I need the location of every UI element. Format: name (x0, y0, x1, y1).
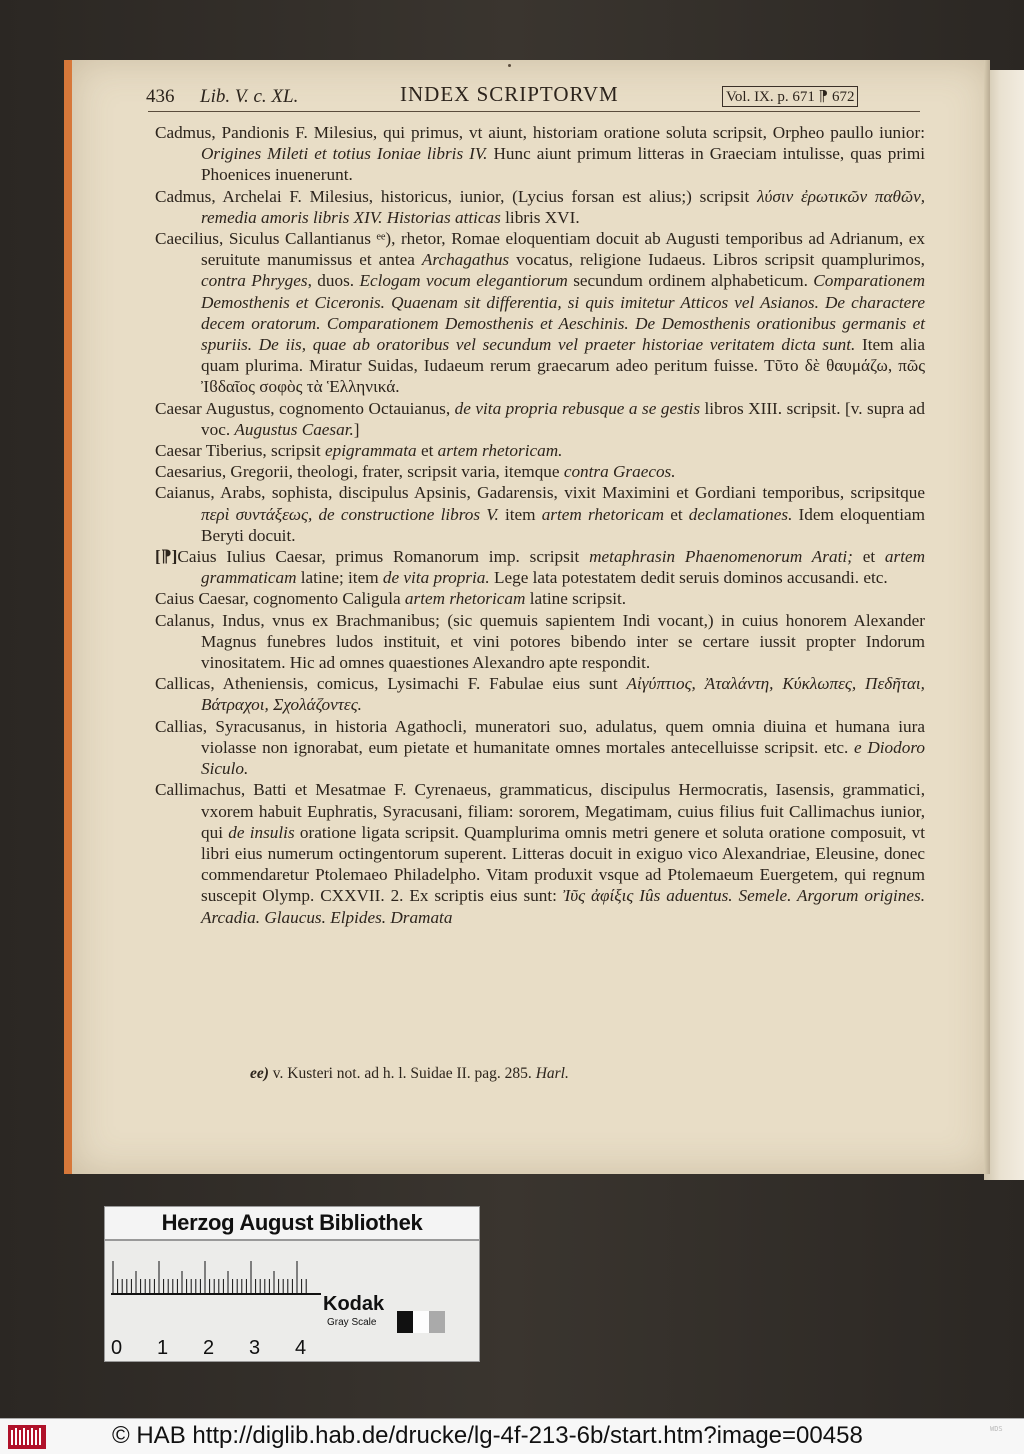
page-number: 436 (146, 86, 175, 107)
entry-italic-text: metaphrasin Phaenomenorum Arati; (589, 547, 853, 567)
ruler-number-2: 2 (203, 1337, 215, 1359)
running-title: INDEX SCRIPTORVM (400, 82, 619, 106)
ruler (111, 1259, 321, 1295)
entry-italic-text: e Diodoro Siculo. (201, 737, 925, 779)
entry-text: Lege lata potestatem dedit seruis dominos accusandi. etc. (489, 568, 888, 588)
running-head (146, 82, 855, 110)
footnote-text: v. Kusteri not. ad h. l. Suidae II. pag. 285. (272, 1065, 532, 1082)
entry-italic-text: de insulis (228, 822, 295, 842)
index-entry (155, 228, 925, 398)
hab-logo-icon (8, 1425, 46, 1449)
entry-text: Hunc aiunt primum litteras in Graeciam intulisse, quas primi Phoenices inuenerunt. (201, 144, 925, 185)
volume-reference: Vol. IX. p. 671 ⁋ 672 (722, 86, 858, 107)
index-entry (155, 440, 925, 461)
entry-italic-text: artem grammaticam (201, 547, 926, 588)
entry-italic-text: artem rhetoricam. (437, 441, 563, 461)
entry-text: , duos. (307, 271, 360, 291)
index-entry (155, 610, 925, 674)
entry-italic-text: Comparationem Demosthenis et Ciceronis. Quaenam sit differentia, si quis imitetur Atticos vel Asianos. De charactere decem oratorum. Comparationem Demosthenis et Aeschinis. De Demosthenis orationibus germanis et spuriis. De iis, quae ab oratoribus vel secundum vel praeter historiae veritatem dicta sunt. (201, 271, 925, 355)
entry-text: Cadmus, Pandionis F. Milesius, qui primus, vt aiunt, historiam oratione soluta scripsit, Orpheo paullo iunior: (155, 123, 925, 142)
entry-text: et (664, 504, 689, 524)
credit-text: © HAB http://diglib.hab.de/drucke/lg-4f-213-6b/start.htm?image=00458 (112, 1422, 863, 1449)
entry-marker: [⁋] (155, 547, 178, 567)
entry-text: Calanus, Indus, vnus ex Brachmanibus; (sic quemuis sapientem Indi vocant,) in cuius honorem Alexander Magnus funebres ludos instituit, et vini potores bibendo inter se certare iussit propter Indorum vinositatem. Hic ad omnes quaestiones Alexandro apte respondit. (155, 610, 925, 673)
index-entry (155, 461, 925, 482)
entry-text: libros XIII. scripsit. [v. supra ad voc. (201, 398, 925, 439)
entry-italic-text: Archagathus (421, 250, 510, 270)
index-entry (155, 716, 925, 780)
entry-text: libris XVI. (500, 207, 580, 227)
index-entry (155, 186, 925, 228)
entry-italic-text: Ἰῦς ἀφίξις Iûs aduentus. Semele. Argorum origines. Arcadia. Glaucus. Elpides. Dramata (201, 886, 926, 927)
entry-text: secundum ordinem alphabeticum. (567, 271, 814, 291)
index-entry (155, 673, 925, 715)
entry-italic-text: περὶ συντάξεως, de constructione libros V. (201, 504, 499, 524)
entry-text: Callicas, Atheniensis, comicus, Lysimachi F. Fabulae eius sunt (155, 674, 627, 694)
gray-patches (397, 1311, 445, 1333)
entry-text: et (416, 441, 438, 461)
index-entries (155, 122, 925, 928)
entry-italic-text: declamationes. (688, 504, 793, 524)
footnote-marker: ee) (250, 1065, 269, 1082)
index-entry (155, 482, 925, 546)
page-fold (984, 60, 990, 1174)
adjacent-page-edge (984, 70, 1024, 1180)
ruler-number-4: 4 (295, 1337, 307, 1359)
entry-text: Caesar Tiberius, scripsit (155, 441, 325, 461)
entry-italic-text: artem rhetoricam (541, 504, 665, 524)
footnote (250, 1065, 850, 1083)
entry-text: Idem eloquentiam Beryti docuit. (201, 504, 925, 545)
index-entry (155, 588, 925, 609)
entry-italic-text: contra Phryges (201, 271, 308, 291)
entry-italic-text: Origines Mileti et totius Ioniae libris IV. (201, 144, 488, 164)
entry-italic-text: contra Graecos. (563, 462, 676, 482)
entry-text: Caesar Augustus, cognomento Octauianus, (155, 398, 455, 418)
page-dot (508, 64, 511, 67)
entry-italic-text: de vita propria rebusque a se gestis (454, 398, 701, 418)
credit-bar (0, 1418, 1024, 1454)
entry-italic-text: λύσιν ἐρωτικῶν παθῶν, remedia amoris libris XIV. Historias atticas (201, 186, 926, 227)
entry-text: Cadmus, Archelai F. Milesius, historicus, iunior, (Lycius forsan est alius;) scripsit (155, 186, 758, 206)
entry-text: vocatus, religione Iudaeus. Libros scripsit quamplurimos, (509, 250, 925, 270)
corner-mark: WDS (990, 1425, 1003, 1433)
entry-text: Item alia quam plurima. Miratur Suidas, Iudaeum rerum graecarum adeo peritum fuisse. Τῦτο δὲ θαυμάζω, πῶς Ἰϐδαῖος σοφὸς τὰ Ἑλληνικά. (201, 335, 925, 397)
entry-text: Caius Caesar, cognomento Caligula (155, 589, 405, 609)
entry-text: Caecilius, Siculus Callantianus ᵉᵉ), rhetor, Romae eloquentiam docuit ab Augusti temporibus ad Adrianum, ex seruitute manumissus et antea (155, 229, 925, 270)
entry-text: ] (353, 419, 360, 439)
entry-text: Caesarius, Gregorii, theologi, frater, scripsit varia, itemque (155, 462, 564, 482)
header-rule (148, 111, 920, 112)
entry-text: Caianus, Arabs, sophista, discipulus Apsinis, Gadarensis, vixit Maximini et Gordiani temporibus, scripsitque (155, 483, 925, 503)
entry-italic-text: epigrammata (324, 441, 417, 461)
entry-italic-text: artem rhetoricam (404, 589, 526, 609)
entry-text: Callias, Syracusanus, in historia Agathocli, muneratori suo, adulatus, quem omnia diuina et humana iura violasse non ignorabat, eum pietate et humanitate omnes mortales antecelluisse scripsit. etc. (155, 716, 925, 757)
library-label: Herzog August Bibliothek (104, 1206, 480, 1240)
footnote-author: Harl. (535, 1065, 569, 1082)
kodak-subtitle: Gray Scale (327, 1317, 377, 1328)
entry-text: oratione ligata scripsit. Quamplurima omnis metri genere et soluta oratione composuit, vt libri eius numerum octingentorum superent. Litteras docuit in exiguo vico Alexandriae, Eleusine, donec commendaretur Ptolemaeo Philadelpho. Vitam produxit vsque ad Ptolemaeum Euergetem, qui regnum suscepit Olymp. CXXVII. 2. Ex scriptis eius sunt: (201, 822, 925, 906)
index-entry (155, 779, 925, 927)
ruler-number-1: 1 (157, 1337, 169, 1359)
entry-text: latine; item (296, 568, 383, 588)
entry-text: Callimachus, Batti et Mesatmae F. Cyrenaeus, grammaticus, discipulus Hermocratis, Iasensis, grammatici, vxorem habuit Euphratis, Syracusani, filiam: sororem, Megatimam, cuius filius fuit Callimachus iunior, qui (155, 780, 925, 842)
book-chapter: Lib. V. c. XL. (200, 86, 299, 107)
index-entry (155, 398, 925, 440)
entry-text: item (498, 504, 542, 524)
ruler-number-0: 0 (111, 1337, 123, 1359)
entry-italic-text: Augustus Caesar. (234, 419, 354, 439)
entry-italic-text: Eclogam vocum elegantiorum (359, 271, 568, 291)
entry-italic-text: de vita propria. (382, 568, 490, 588)
ruler-number-3: 3 (249, 1337, 261, 1359)
kodak-brand: Kodak (323, 1293, 385, 1315)
entry-text: latine scripsit. (525, 589, 627, 609)
entry-text: et (852, 547, 885, 567)
color-scale-strip (104, 1240, 480, 1362)
entry-italic-text: Αἰγύπτιος, Ἀταλάντη, Κύκλωπες, Πεδῆται, Βάτραχοι, Σχολάζοντες. (201, 674, 925, 715)
entry-text: Caius Iulius Caesar, primus Romanorum imp. scripsit (177, 547, 590, 567)
index-entry (155, 546, 925, 588)
index-entry (155, 122, 925, 186)
